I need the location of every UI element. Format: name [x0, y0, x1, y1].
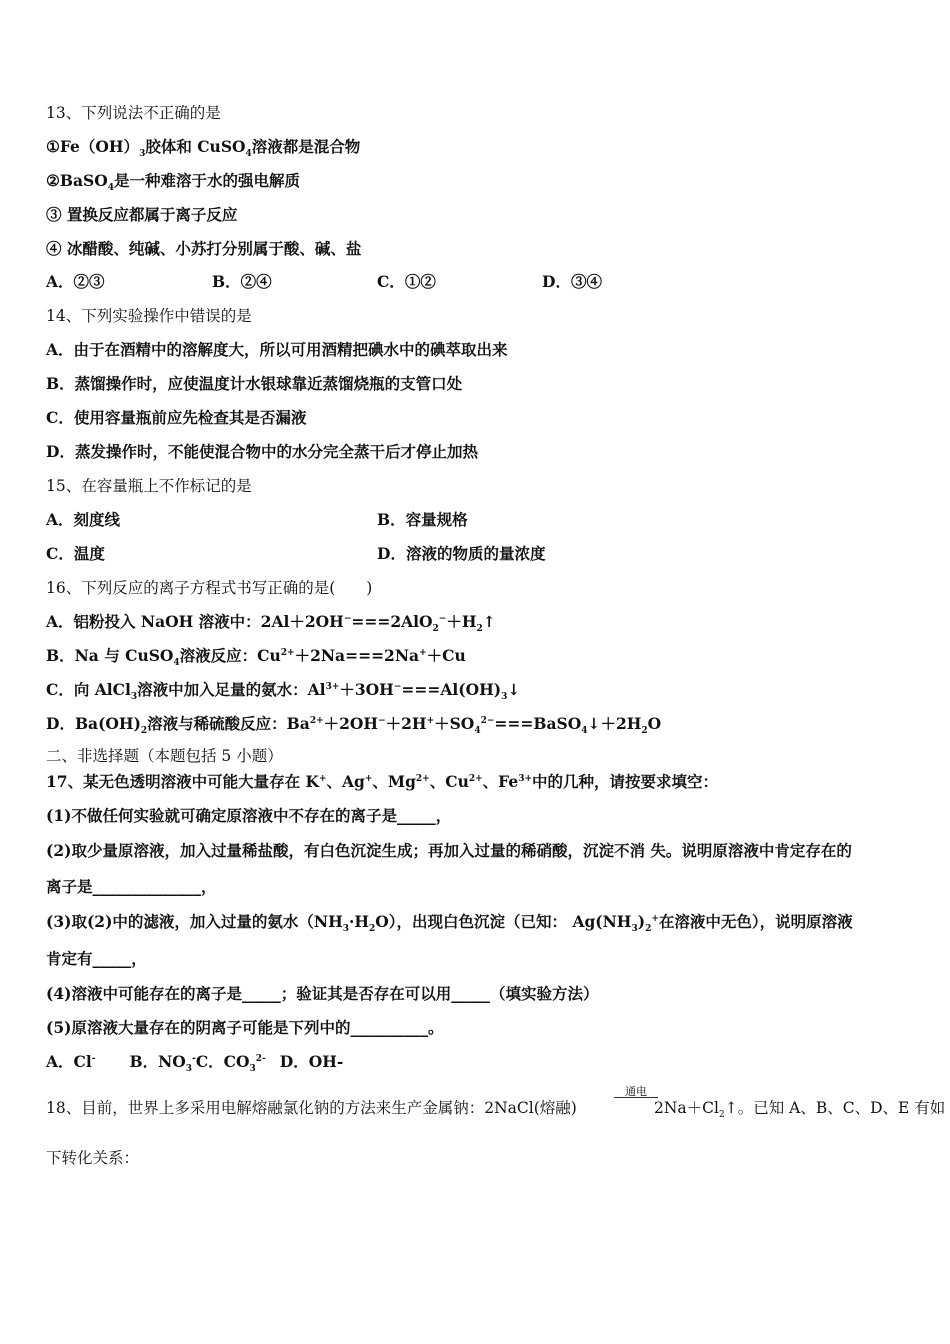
q18-stem-right: $2Na+Cl_2↑$。已知 A、B、C、D、E 有如: [654, 1099, 946, 1121]
q15-stem: 15、在容量瓶上不作标记的是: [46, 477, 252, 495]
q15-option-a: A．刻度线: [46, 510, 121, 529]
q17-part-2: (2)取少量原溶液，加入过量稀盐酸，有白色沉淀生成；再加入过量的稀硝酸，沉淀不消 失。说明原溶液中肯定存在的: [46, 841, 852, 860]
electrolysis-condition: 通电: [625, 1085, 647, 1098]
q17-part-3-cont: 肯定有_____，: [46, 949, 147, 968]
q16-option-a: A．铝粉投入 NaOH 溶液中：$2Al+2OH^-===2AlO_2^-+H_2↑$: [46, 612, 496, 635]
reaction-arrow: [614, 1097, 658, 1098]
q17-part-3: (3)取(2)中的滤液，加入过量的氨水$(NH_3\cdot H_2O)$，出现白色沉淀（已知： $Ag(NH_3)_2^+$在溶液中无色），说明原溶液: [46, 912, 853, 935]
q17-part-2-cont: 离子是______________，: [46, 877, 217, 896]
section-heading: 二、非选择题（本题包括 5 小题）: [46, 747, 283, 765]
q15-option-c: C．温度: [46, 544, 105, 563]
q16-option-b: B．Na 与 CuSO$_4$溶液反应：$Cu^{2+}+2Na===2Na^++Cu$: [46, 646, 466, 669]
q16-option-d: D．$Ba(OH)_2$溶液与稀硫酸反应：$Ba^{2+}+2OH^-+2H^++SO_4^{2-}===BaSO_4↓+2H_2O$: [46, 714, 662, 737]
q15-option-d: D．溶液的物质的量浓度: [377, 544, 546, 563]
q14-stem: 14、下列实验操作中错误的是: [46, 307, 252, 325]
q14-option-c: C．使用容量瓶前应先检查其是否漏液: [46, 408, 307, 427]
q13-option-b: B．②④: [212, 272, 272, 291]
q13-option-c: C．①②: [377, 272, 436, 291]
q17-part-5: (5)原溶液大量存在的阴离子可能是下列中的__________。: [46, 1018, 444, 1037]
q13-statement-4: ④ 冰醋酸、纯碱、小苏打分别属于酸、碱、盐: [46, 239, 362, 258]
q17-part-1: (1)不做任何实验就可确定原溶液中不存在的离子是_____，: [46, 806, 452, 825]
q14-option-b: B．蒸馏操作时，应使温度计水银球靠近蒸馏烧瓶的支管口处: [46, 374, 463, 393]
q15-option-b: B．容量规格: [377, 510, 468, 529]
q13-option-d: D．③④: [542, 272, 602, 291]
q13-option-a: A．②③: [46, 272, 105, 291]
q18-stem-left: 18、目前，世界上多采用电解熔融氯化钠的方法来生产金属钠：2NaCl(熔融): [46, 1099, 577, 1117]
q16-stem: 16、下列反应的离子方程式书写正确的是( ): [46, 579, 373, 597]
q14-option-a: A．由于在酒精中的溶解度大，所以可用酒精把碘水中的碘萃取出来: [46, 340, 508, 359]
q13-statement-1: $①Fe(OH)_3$胶体和 CuSO$_4$溶液都是混合物: [46, 137, 361, 160]
q17-stem: 17、某无色透明溶液中可能大量存在 K+、Ag+、$Mg^{2+}$、$Cu^{2+}$、$Fe^{3+}$中的几种，请按要求填空：: [46, 772, 719, 791]
q17-part-4: (4)溶液中可能存在的离子是_____；验证其是否存在可以用_____（填实验方法）: [46, 984, 599, 1003]
q13-statement-3: ③ 置换反应都属于离子反应: [46, 205, 238, 224]
q18-stem-cont: 下转化关系：: [46, 1149, 140, 1167]
q13-stem: 13、下列说法不正确的是: [46, 104, 221, 122]
q16-option-c: C．向 AlCl$_3$溶液中加入足量的氨水：$Al^{3+}+3OH^-===Al(OH)_3↓$: [46, 680, 521, 703]
q14-option-d: D．蒸发操作时，不能使混合物中的水分完全蒸干后才停止加热: [46, 442, 478, 461]
q13-statement-2: ②BaSO$_4$是一种难溶于水的强电解质: [46, 171, 301, 194]
q17-options: A．Cl- B．$NO_3^-C$．$CO_3^{2-}$ D．OH-: [46, 1052, 344, 1075]
